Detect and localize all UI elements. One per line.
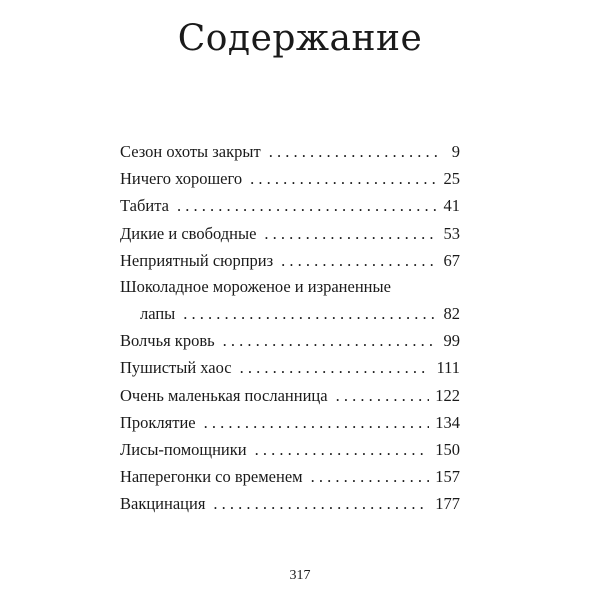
toc-leader-dots xyxy=(281,247,437,274)
toc-entry-title: Волчья кровь xyxy=(120,331,215,351)
toc-entry-page: 122 xyxy=(435,385,460,405)
toc-entry-title: Вакцинация xyxy=(120,494,206,514)
toc-entry-title: Ничего хорошего xyxy=(120,169,243,189)
toc-entry-page: 41 xyxy=(443,196,460,216)
toc-entry-title: Проклятие xyxy=(120,412,196,432)
toc-entry-page: 157 xyxy=(435,467,460,487)
toc-entry-title-line2: лапы xyxy=(140,303,176,323)
toc-entry-title: Лисы-помощники xyxy=(120,439,247,459)
toc-entry-page: 111 xyxy=(436,358,460,378)
table-of-contents xyxy=(120,138,460,517)
toc-entry-title: Сезон охоты закрыт xyxy=(120,142,261,161)
toc-leader-dots xyxy=(336,382,430,409)
toc-entry-title: Наперегонки со временем xyxy=(120,467,303,487)
toc-entry xyxy=(120,138,460,165)
toc-entry-page: 82 xyxy=(443,303,460,323)
toc-entry-title: Пушистый хаос xyxy=(120,358,232,378)
toc-entry-multiline xyxy=(120,274,460,327)
page-number: 317 xyxy=(289,568,311,583)
toc-leader-dots xyxy=(223,327,438,354)
toc-leader-dots xyxy=(269,138,440,165)
toc-entry xyxy=(120,247,460,274)
toc-entry xyxy=(120,436,460,463)
toc-leader-dots xyxy=(183,300,437,327)
toc-entry-page: 9 xyxy=(451,142,460,161)
toc-entry-page: 25 xyxy=(443,169,460,189)
toc-entry-page: 67 xyxy=(443,250,460,270)
toc-leader-dots xyxy=(255,436,430,463)
page-title: Содержание xyxy=(177,18,423,59)
toc-entry xyxy=(120,354,460,381)
toc-leader-dots xyxy=(311,463,430,490)
toc-entry xyxy=(120,463,460,490)
toc-entry xyxy=(120,165,460,192)
toc-entry-title-line1: Шоколадное мороженое и израненные xyxy=(120,276,391,296)
toc-leader-dots xyxy=(264,220,437,247)
toc-entry-title: Дикие и свободные xyxy=(120,223,257,243)
toc-entry-page: 99 xyxy=(443,331,460,351)
toc-leader-dots xyxy=(204,409,430,436)
toc-leader-dots xyxy=(213,490,429,517)
toc-entry xyxy=(120,382,460,409)
toc-entry-page: 53 xyxy=(443,223,460,243)
toc-entry-title: Неприятный сюрприз xyxy=(120,250,274,270)
toc-entry-page: 177 xyxy=(435,494,460,514)
toc-leader-dots xyxy=(250,165,437,192)
toc-entry xyxy=(120,409,460,436)
toc-leader-dots xyxy=(240,354,431,381)
toc-entry xyxy=(120,490,460,517)
toc-entry-title: Очень маленькая посланница xyxy=(120,385,328,405)
toc-entry-title: Табита xyxy=(120,196,169,216)
toc-leader-dots xyxy=(177,192,438,219)
toc-entry-page: 150 xyxy=(435,439,460,459)
toc-entry xyxy=(120,192,460,219)
toc-entry xyxy=(120,220,460,247)
toc-entry-page: 134 xyxy=(435,412,460,432)
toc-entry xyxy=(120,327,460,354)
